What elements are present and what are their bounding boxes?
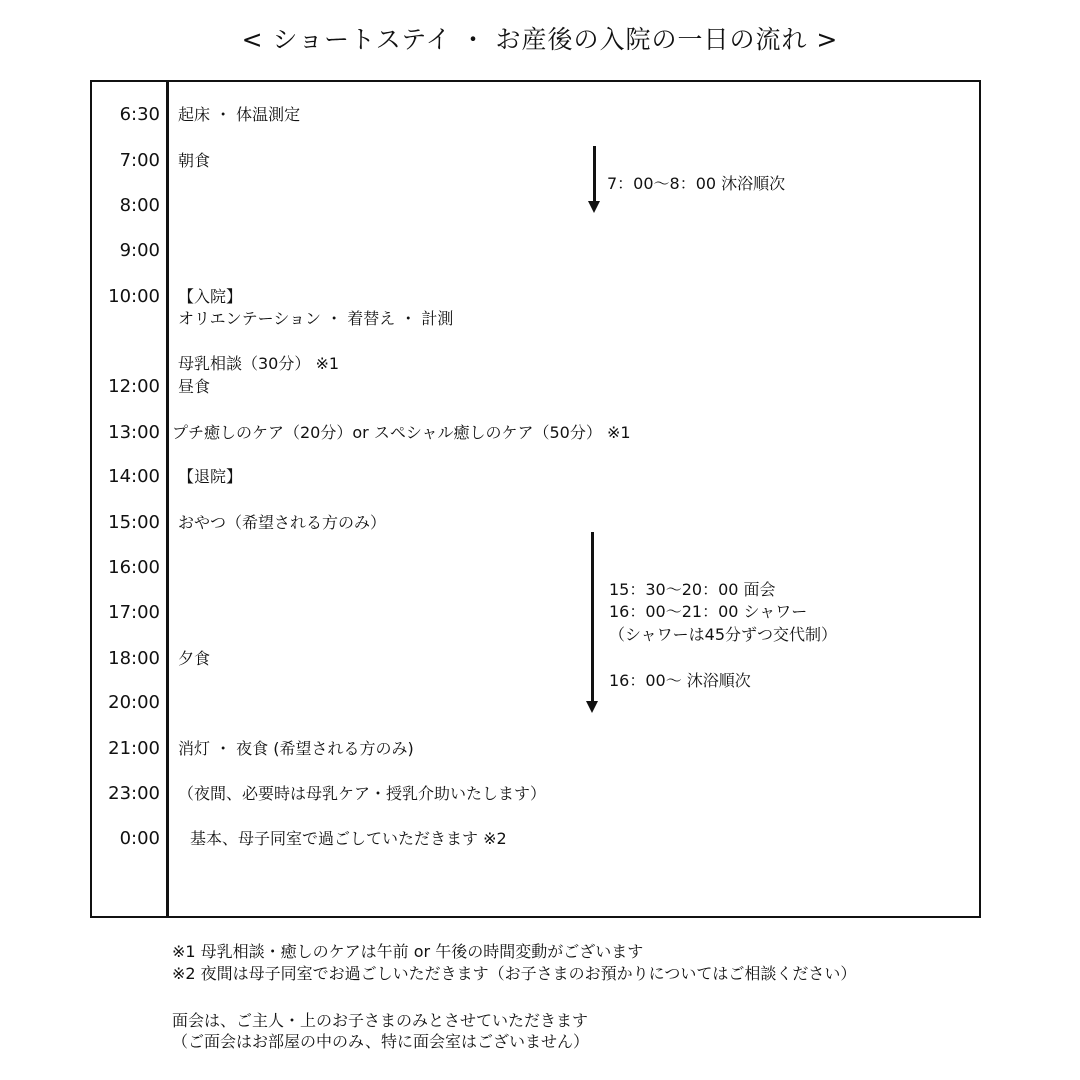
entry-discharge: 【退院】 [178, 467, 243, 486]
entry-dinner: 夕食 [178, 649, 211, 668]
note-shower-rotation: （シャワーは45分ずつ交代制） [609, 625, 838, 644]
time-label: 18:00 [108, 648, 160, 669]
note-bath-morning: 7：00〜8：00 沐浴順次 [607, 174, 786, 193]
entry-breast-consult: 母乳相談（30分） ※1 [178, 354, 340, 373]
footnote-2: ※2 夜間は母子同室でお過ごしいただきます（お子さまのお預かりについてはご相談ください） [172, 964, 857, 983]
note-visit: 15：30〜20：00 面会 [609, 580, 776, 599]
footnote-1: ※1 母乳相談・癒しのケアは午前 or 午後の時間変動がございます [172, 942, 644, 961]
entry-lunch: 昼食 [178, 377, 211, 396]
time-label: 10:00 [108, 286, 160, 307]
entry-rooming: 基本、母子同室で過ごしていただきます ※2 [190, 829, 507, 848]
entry-care: プチ癒しのケア（20分）or スペシャル癒しのケア（50分） ※1 [172, 423, 631, 442]
visit-policy: 面会は、ご主人・上のお子さまのみとさせていただきます [172, 1011, 589, 1030]
arrow-morning-line [593, 146, 596, 202]
entry-lights-out: 消灯 ・ 夜食 (希望される方のみ) [178, 739, 414, 758]
time-column-divider [166, 80, 169, 918]
entry-snack: おやつ（希望される方のみ） [178, 513, 387, 532]
arrow-down-icon [586, 701, 598, 713]
time-label: 13:00 [108, 422, 160, 443]
time-label: 23:00 [108, 783, 160, 804]
time-label: 8:00 [119, 195, 160, 216]
time-label: 20:00 [108, 692, 160, 713]
arrow-evening-line [591, 532, 594, 702]
time-label: 6:30 [119, 104, 160, 125]
entry-wake: 起床 ・ 体温測定 [178, 105, 301, 124]
arrow-down-icon [588, 201, 600, 213]
time-label: 16:00 [108, 557, 160, 578]
time-label: 17:00 [108, 602, 160, 623]
page-title: < ショートステイ ・ お産後の入院の一日の流れ > [241, 25, 839, 54]
visit-policy-detail: （ご面会はお部屋の中のみ、特に面会室はございません） [172, 1032, 589, 1051]
note-shower: 16：00〜21：00 シャワー [609, 602, 808, 621]
entry-admission: 【入院】 [178, 287, 243, 306]
note-bath-evening: 16：00〜 沐浴順次 [609, 671, 751, 690]
time-label: 21:00 [108, 738, 160, 759]
time-label: 0:00 [119, 828, 160, 849]
time-label: 15:00 [108, 512, 160, 533]
time-label: 12:00 [108, 376, 160, 397]
time-label: 9:00 [119, 240, 160, 261]
time-label: 7:00 [119, 150, 160, 171]
entry-night-care: （夜間、必要時は母乳ケア・授乳介助いたします） [178, 784, 547, 803]
entry-orientation: オリエンテーション ・ 着替え ・ 計測 [178, 309, 454, 328]
time-label: 14:00 [108, 466, 160, 487]
entry-breakfast: 朝食 [178, 151, 211, 170]
